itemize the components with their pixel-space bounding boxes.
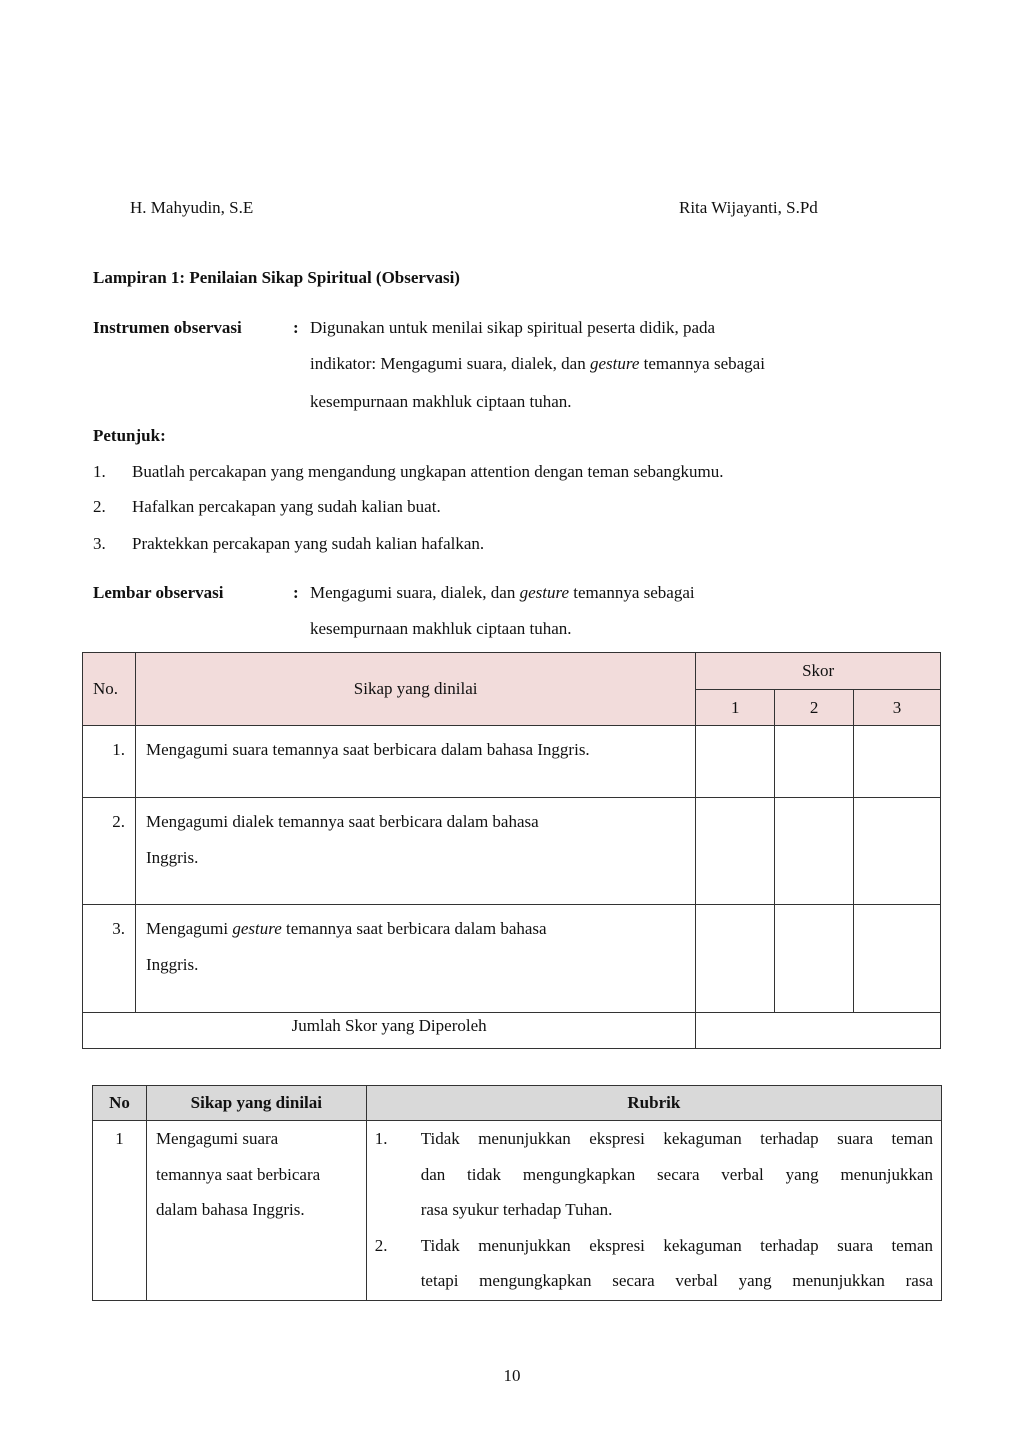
obs-row-sikap: Mengagumi suara temannya saat berbicara dalam bahasa Inggris. — [135, 726, 695, 798]
rubric-header-rubrik: Rubrik — [366, 1086, 941, 1121]
rubric-sikap-line: temannya saat berbicara — [155, 1164, 321, 1184]
rubric-sikap-line: Mengagumi suara — [155, 1129, 279, 1148]
table-row — [93, 1121, 942, 1301]
obs-score-cell[interactable] — [775, 798, 854, 905]
petunjuk-num-3: 3. — [93, 534, 106, 553]
signature-right: Rita Wijayanti, S.Pd — [679, 198, 818, 217]
obs-score-cell[interactable] — [696, 726, 775, 798]
obs-score-cell[interactable] — [854, 798, 941, 905]
instrument-line-2-tail: temannya sebagai — [643, 354, 765, 373]
table-total-row — [83, 1013, 941, 1049]
obs-score-cell[interactable] — [775, 905, 854, 1013]
observation-table — [82, 652, 941, 1049]
rubric-row-sikap — [146, 1121, 366, 1301]
rubric-item-line: Tidak menunjukkan ekspresi kekaguman terhadap suara teman — [420, 1129, 933, 1148]
obs-row-line-2: Inggris. — [145, 848, 199, 867]
lembar-line-1-head: Mengagumi suara, dialek, dan — [310, 583, 516, 602]
rubric-item — [367, 1228, 941, 1299]
instrument-colon: : — [293, 318, 299, 337]
obs-row-italic-word: gesture — [232, 919, 282, 938]
instrument-label: Instrumen observasi — [93, 318, 242, 337]
obs-score-cell[interactable] — [696, 905, 775, 1013]
table-row — [83, 905, 941, 1013]
rubric-sikap-line: dalam bahasa Inggris. — [155, 1200, 305, 1219]
obs-row-sikap — [135, 905, 695, 1013]
obs-header-skor-2: 2 — [775, 690, 854, 726]
rubric-item-line: rasa syukur terhadap Tuhan. — [420, 1200, 613, 1219]
petunjuk-num-2: 2. — [93, 497, 106, 516]
instrument-italic-word: gesture — [589, 354, 640, 373]
obs-score-cell[interactable] — [696, 798, 775, 905]
table-row — [83, 798, 941, 905]
rubric-header-sikap: Sikap yang dinilai — [146, 1086, 366, 1121]
instrument-line-2 — [310, 354, 765, 374]
lembar-colon: : — [293, 583, 299, 602]
rubric-table — [92, 1085, 942, 1301]
section-title: Lampiran 1: Penilaian Sikap Spiritual (Observasi) — [93, 268, 460, 287]
obs-row-sikap — [135, 798, 695, 905]
lembar-line-1 — [310, 583, 695, 603]
rubric-row-no: 1 — [93, 1121, 147, 1301]
petunjuk-item-2: Hafalkan percakapan yang sudah kalian buat. — [132, 497, 441, 516]
rubric-item-num: 1. — [374, 1129, 388, 1148]
obs-header-no: No. — [83, 653, 136, 726]
obs-total-label: Jumlah Skor yang Diperoleh — [83, 1013, 696, 1049]
obs-row-no: 3. — [83, 905, 136, 1013]
page-number: 10 — [503, 1366, 521, 1385]
rubric-item — [367, 1121, 941, 1228]
obs-score-cell[interactable] — [854, 726, 941, 798]
obs-header-skor-1: 1 — [696, 690, 775, 726]
petunjuk-num-1: 1. — [93, 462, 106, 481]
lembar-line-1-tail: temannya sebagai — [573, 583, 695, 602]
lembar-label: Lembar observasi — [93, 583, 224, 602]
instrument-line-1: Digunakan untuk menilai sikap spiritual peserta didik, pada — [310, 318, 716, 337]
instrument-line-3: kesempurnaan makhluk ciptaan tuhan. — [310, 392, 572, 411]
petunjuk-item-3: Praktekkan percakapan yang sudah kalian hafalkan. — [132, 534, 485, 553]
signature-left: H. Mahyudin, S.E — [130, 198, 254, 217]
table-row — [83, 726, 941, 798]
petunjuk-item-1: Buatlah percakapan yang mengandung ungkapan attention dengan teman sebangkumu. — [132, 462, 724, 481]
rubric-item-num: 2. — [374, 1235, 388, 1255]
rubric-item-line: tetapi mengungkapkan secara verbal yang menunjukkan rasa — [420, 1271, 933, 1290]
obs-score-cell[interactable] — [854, 905, 941, 1013]
rubric-row-items — [366, 1121, 941, 1301]
rubric-header-no: No — [93, 1086, 147, 1121]
petunjuk-label: Petunjuk: — [93, 426, 166, 445]
obs-total-value-cell[interactable] — [696, 1013, 941, 1049]
obs-row-no: 2. — [83, 798, 136, 905]
obs-header-sikap: Sikap yang dinilai — [135, 653, 695, 726]
obs-row-line-1-tail: temannya saat berbicara dalam bahasa — [286, 919, 547, 938]
lembar-italic-word: gesture — [519, 583, 570, 602]
lembar-line-2: kesempurnaan makhluk ciptaan tuhan. — [310, 619, 572, 638]
obs-score-cell[interactable] — [775, 726, 854, 798]
obs-row-line-2: Inggris. — [145, 955, 199, 974]
rubric-item-line: dan tidak mengungkapkan secara verbal yang menunjukkan — [420, 1164, 933, 1184]
obs-row-no: 1. — [83, 726, 136, 798]
instrument-line-2-head: indikator: Mengagumi suara, dialek, dan — [310, 354, 586, 373]
obs-row-line-1: Mengagumi dialek temannya saat berbicara dalam bahasa — [145, 812, 539, 831]
obs-header-skor-3: 3 — [854, 690, 941, 726]
obs-header-skor: Skor — [696, 653, 941, 690]
obs-row-line-1-head: Mengagumi — [145, 919, 229, 938]
rubric-item-line: Tidak menunjukkan ekspresi kekaguman terhadap suara teman — [420, 1235, 933, 1255]
